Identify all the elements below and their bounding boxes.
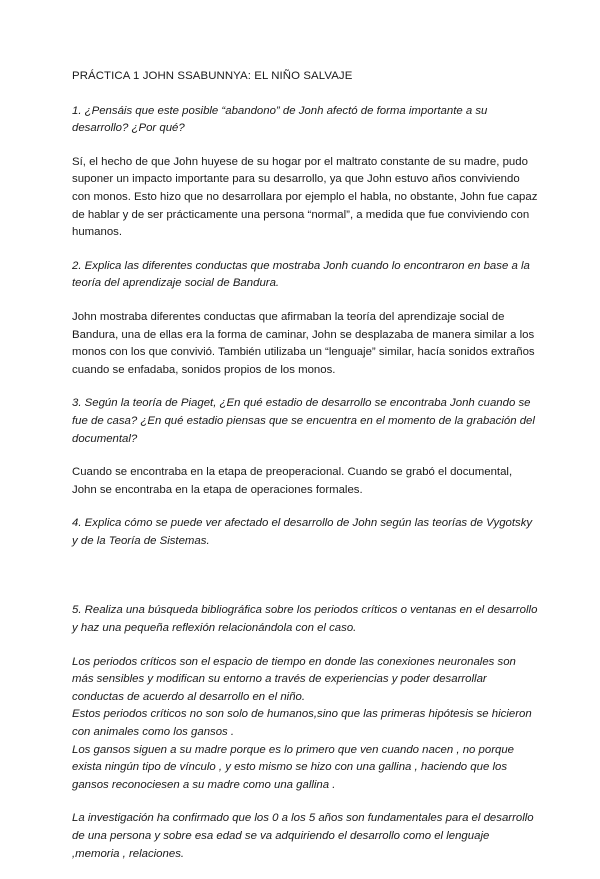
answer-1-line: de hablar y de ser prácticamente una persona “normal”, a medida que fue conviviendo con xyxy=(72,208,530,221)
answer-2-line: monos con los que convivió. También utilizaba un “lenguaje” similar, hacía sonidos extraños xyxy=(72,346,535,359)
blank-space xyxy=(72,566,532,602)
answer-2-line: Bandura, una de ellas era la forma de caminar, John se desplazaba de manera similar a los xyxy=(72,328,535,341)
question-1-line: 1. ¿Pensáis que este posible “abandono” de Jonh afectó de forma importante a su xyxy=(72,104,488,117)
question-1 xyxy=(72,103,532,138)
answer-1-line: suponer un impacto importante para su desarrollo, ya que John estuvo años conviviendo xyxy=(72,173,520,186)
question-3 xyxy=(72,395,535,448)
answer-5-line: más sensibles y modifican su entorno a través de experiencias y poder desarrollar xyxy=(72,673,487,686)
answer-2-line: John mostraba diferentes conductas que afirmaban la teoría del aprendizaje social de xyxy=(72,310,505,323)
answer-5-line: La investigación ha confirmado que los 0 a los 5 años son fundamentales para el desarrollo xyxy=(72,812,534,825)
answer-5-line: ,memoria , relaciones. xyxy=(72,847,185,860)
question-5 xyxy=(72,602,538,637)
document-title: PRÁCTICA 1 JOHN SSABUNNYA: EL NIÑO SALVAJE xyxy=(72,70,353,82)
answer-3 xyxy=(72,464,532,499)
question-3-line: 3. Según la teoría de Piaget, ¿En qué estadio de desarrollo se encontraba Jonh cuando se xyxy=(72,397,531,410)
question-4-line: y de la Teoría de Sistemas. xyxy=(72,534,210,547)
question-4-line: 4. Explica cómo se puede ver afectado el desarrollo de John según las teorías de Vygotsky xyxy=(72,517,533,530)
question-5-line: 5. Realiza una búsqueda bibliográfica sobre los periodos críticos o ventanas en el desarrollo xyxy=(72,604,538,617)
answer-3-line: John se encontraba en la etapa de operaciones formales. xyxy=(72,483,363,496)
question-1-line: desarrollo? ¿Por qué? xyxy=(72,122,185,135)
question-3-line: fue de casa? ¿En qué estadio piensas que se encuentra en el momento de la grabación del xyxy=(72,414,535,427)
answer-5-line: exista ningún tipo de vínculo , y esto mismo se hizo con una gallina , haciendo que los xyxy=(72,761,508,774)
document-page xyxy=(72,68,538,879)
answer-2 xyxy=(72,309,535,379)
answer-5-line: de una persona y sobre esa edad se va adquiriendo el desarrollo como el lenguaje xyxy=(72,830,490,842)
question-4 xyxy=(72,515,532,550)
answer-5-part-2 xyxy=(72,810,532,863)
question-3-line: documental? xyxy=(72,432,138,445)
answer-1-line: humanos. xyxy=(72,226,123,239)
answer-2-line: cuando se enfadaba, sonidos propios de los monos. xyxy=(72,363,336,376)
question-2 xyxy=(72,258,532,293)
answer-5-line: con animales como los gansos . xyxy=(72,726,235,739)
answer-3-line: Cuando se encontraba en la etapa de preoperacional. Cuando se grabó el documental, xyxy=(72,466,513,479)
question-5-line: y haz una pequeña reflexión relacionándola con el caso. xyxy=(72,622,357,635)
question-2-line: 2. Explica las diferentes conductas que mostraba Jonh cuando lo encontraron en base a la xyxy=(72,259,530,272)
answer-5-line: Los gansos siguen a su madre porque es lo primero que ven cuando nacen , no porque xyxy=(72,743,514,756)
answer-5-line: conductas de acuerdo al desarrollo en el niño. xyxy=(72,690,306,703)
answer-5-part-1 xyxy=(72,654,532,795)
answer-5-line: Los periodos críticos son el espacio de tiempo en donde las conexiones neuronales son xyxy=(72,655,516,668)
answer-5-line: gansos reconociesen a su madre como una gallina . xyxy=(72,778,336,791)
question-2-line: teoría del aprendizaje social de Bandura. xyxy=(72,277,280,290)
answer-5-line: Estos periodos críticos no son solo de humanos,sino que las primeras hipótesis se hicieron xyxy=(72,708,532,721)
answer-1-line: Sí, el hecho de que John huyese de su hogar por el maltrato constante de su madre, pudo xyxy=(72,155,528,168)
answer-1 xyxy=(72,154,538,242)
answer-1-line: con monos. Esto hizo que no desarrollara por ejemplo el habla, no obstante, John fue capaz xyxy=(72,190,538,203)
